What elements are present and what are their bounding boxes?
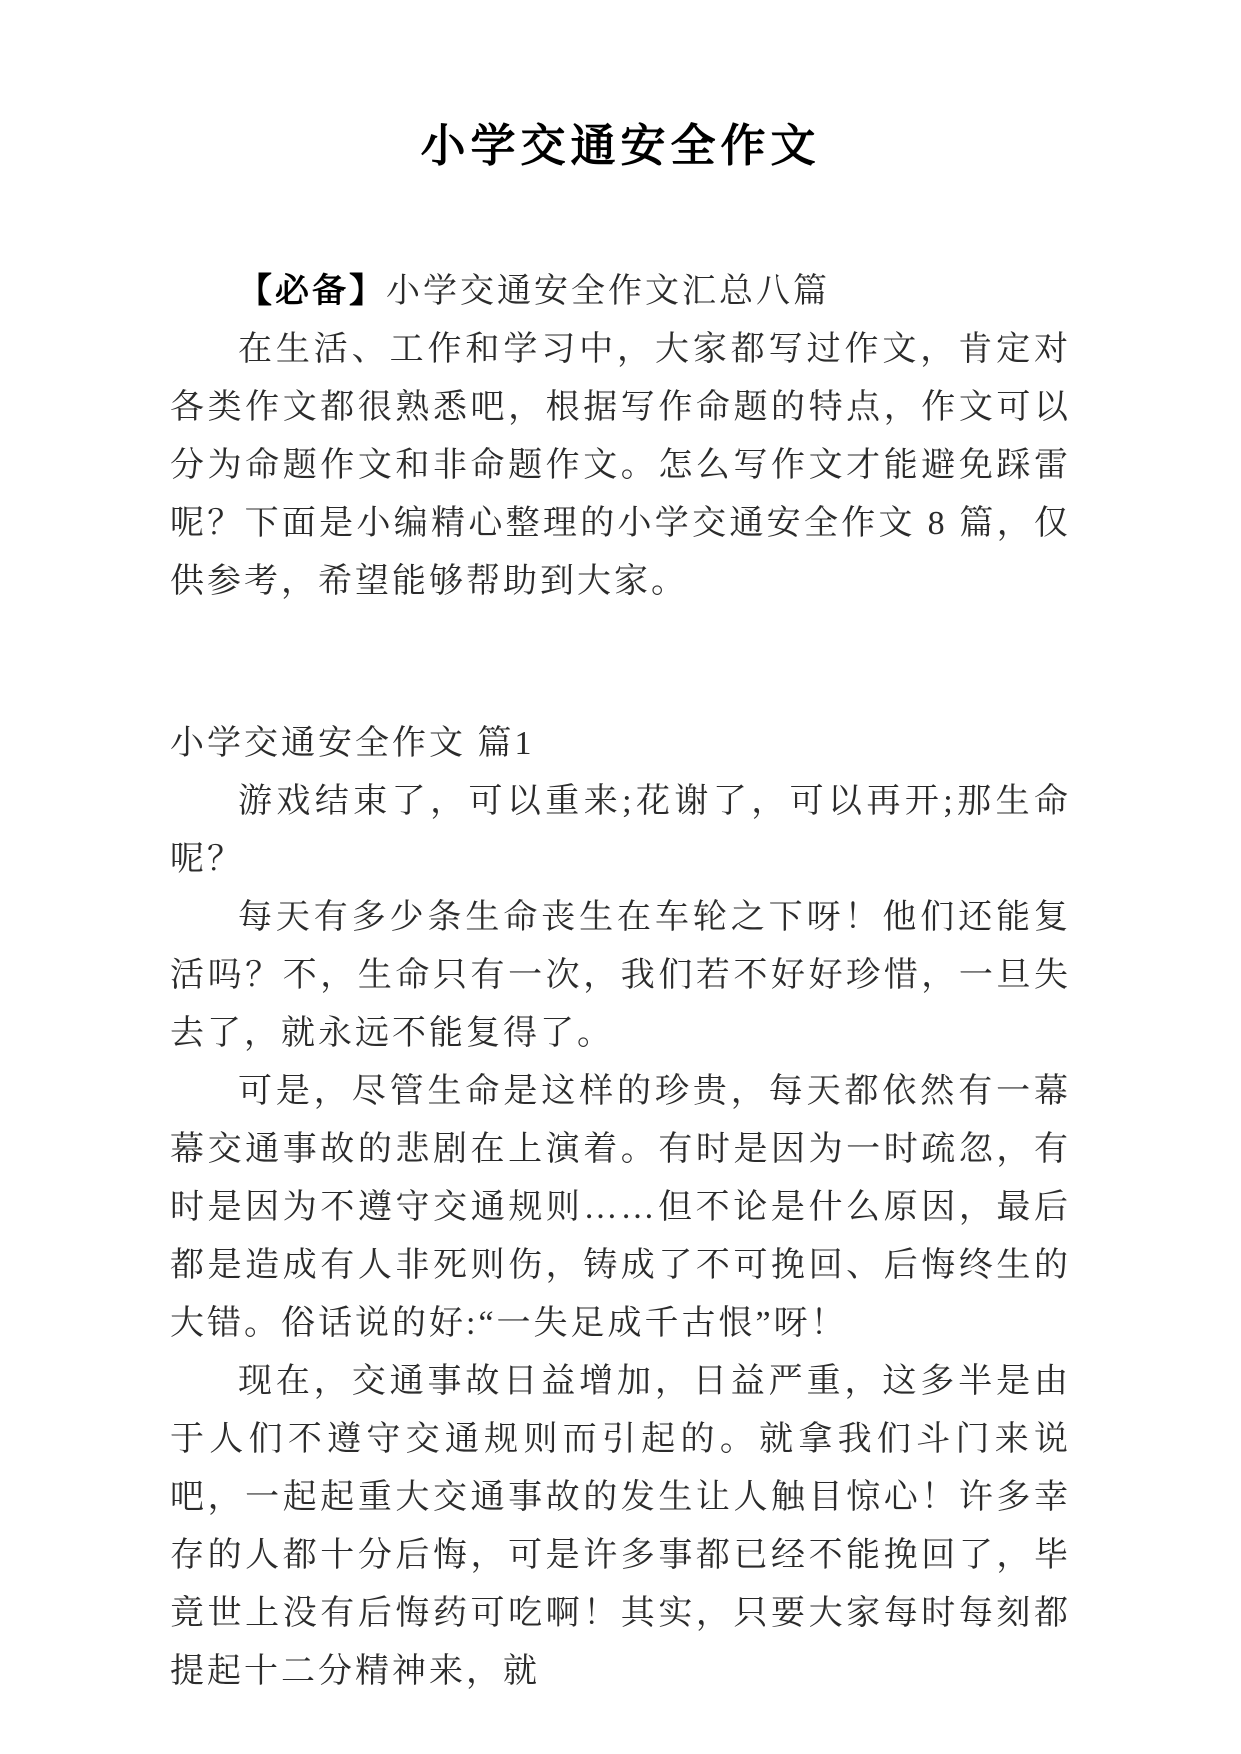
intro-paragraphs bbox=[170, 321, 1071, 611]
paragraph: 游戏结束了，可以重来;花谢了，可以再开;那生命呢？ bbox=[170, 783, 1071, 878]
document-title: 小学交通安全作文 bbox=[420, 121, 821, 171]
paragraph: 现在，交通事故日益增加，日益严重，这多半是由于人们不遵守交通规则而引起的。就拿我们斗门来说吧，一起起重大交通事故的发生让人触目惊心！许多幸存的人都十分后悔，可是许多事都已经不能挽回了，毕竟世上没有后悔药可吃啊！其实，只要大家每时每刻都提起十二分精神来，就 bbox=[170, 1363, 1071, 1690]
tagline-badge: 【必备】 bbox=[238, 272, 386, 310]
intro-tagline-line bbox=[170, 262, 1071, 321]
paragraph: 可是，尽管生命是这样的珍贵，每天都依然有一幕幕交通事故的悲剧在上演着。有时是因为一时疏忽，有时是因为不遵守交通规则……但不论是什么原因，最后都是造成有人非死则伤，铸成了不可挽回、后悔终生的大错。俗话说的好:“一失足成千古恨”呀！ bbox=[170, 1073, 1071, 1342]
section-heading: 小学交通安全作文 篇1 bbox=[170, 725, 535, 762]
paragraph: 在生活、工作和学习中，大家都写过作文，肯定对各类作文都很熟悉吧，根据写作命题的特点，作文可以分为命题作文和非命题作文。怎么写作文才能避免踩雷呢？下面是小编精心整理的小学交通安全作文 8 篇，仅供参考，希望能够帮助到大家。 bbox=[170, 331, 1071, 600]
essay-paragraphs bbox=[170, 773, 1071, 1701]
paragraph: 每天有多少条生命丧生在车轮之下呀！他们还能复活吗？不，生命只有一次，我们若不好好珍惜，一旦失去了，就永远不能复得了。 bbox=[170, 899, 1071, 1052]
tagline-text: 小学交通安全作文汇总八篇 bbox=[386, 273, 830, 310]
